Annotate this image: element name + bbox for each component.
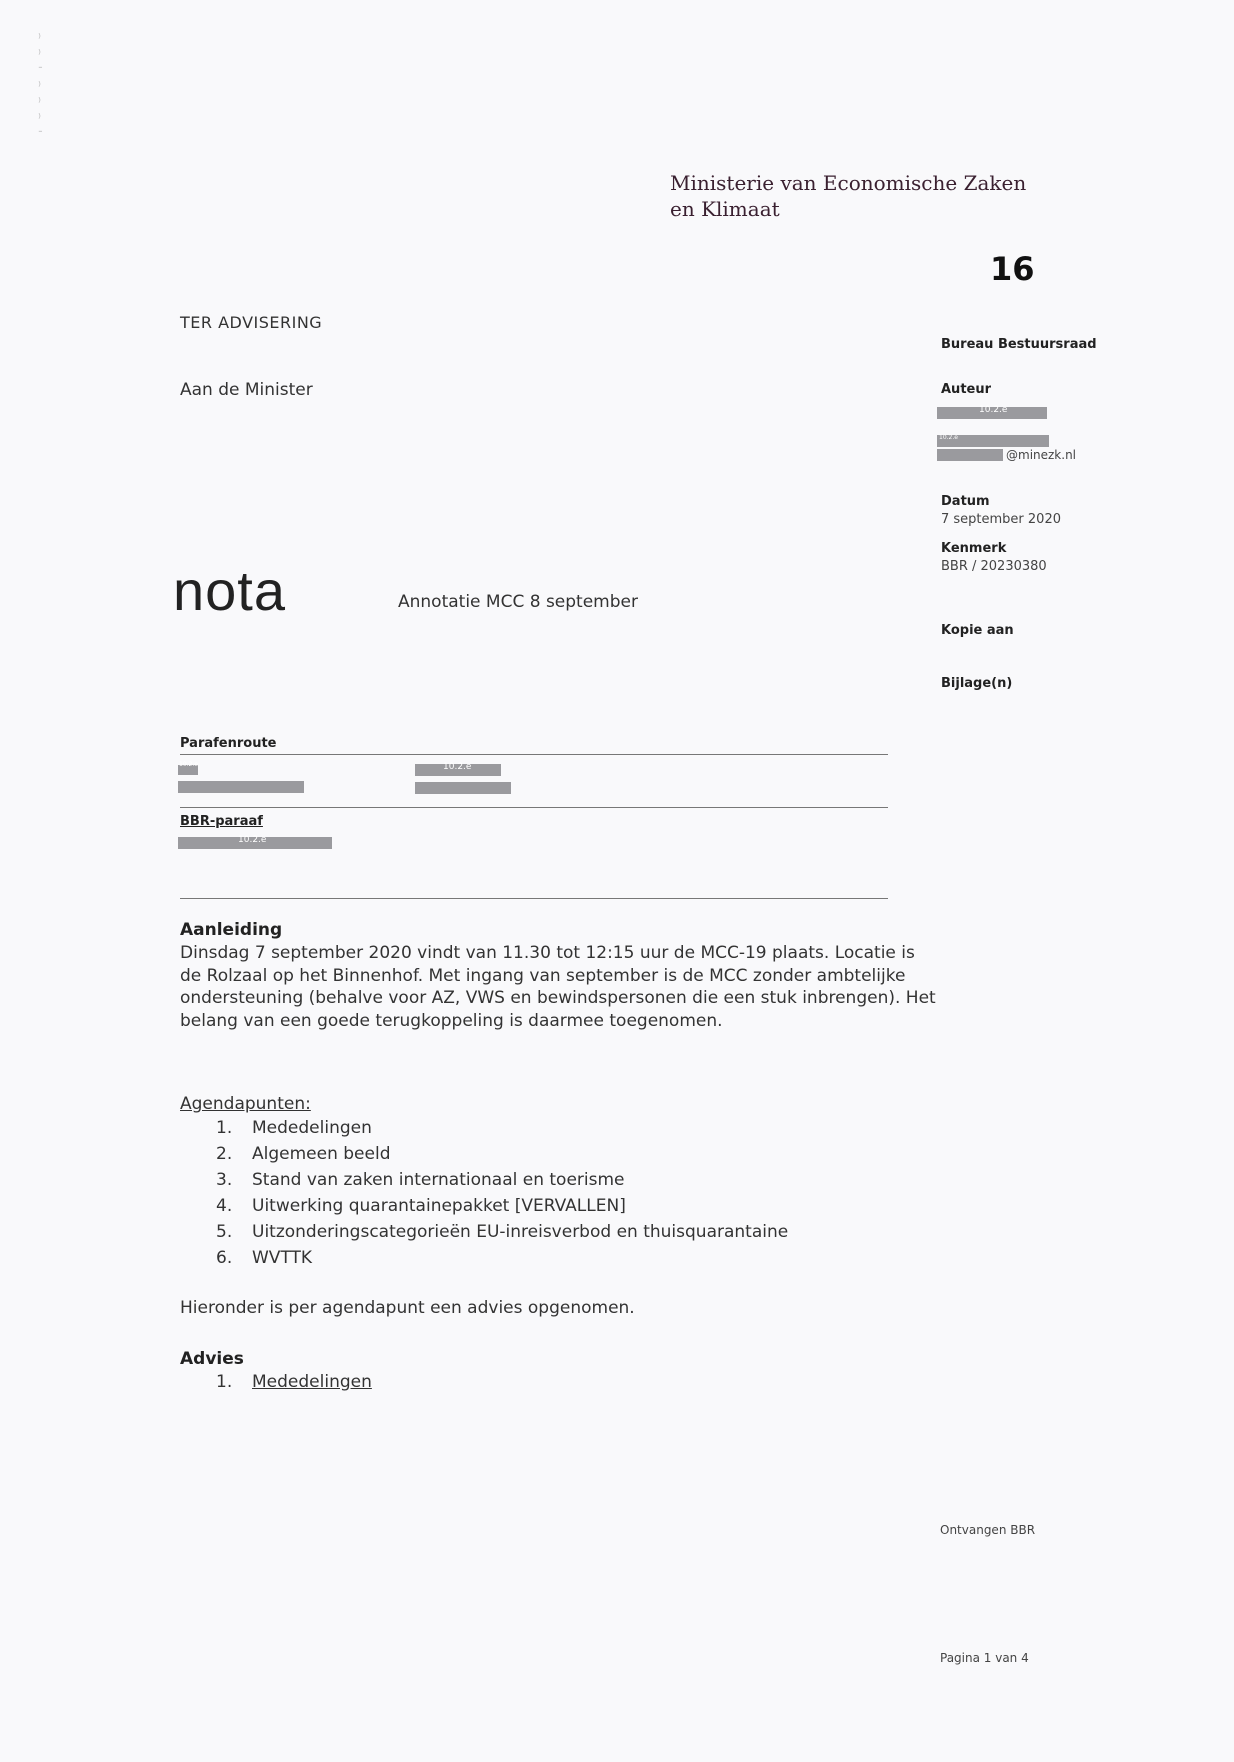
body-paragraph: Dinsdag 7 september 2020 vindt van 11.30 tot 12:15 uur de MCC-19 plaats. Locatie is de Rolzaal op het Binnenhof. Met ingang van september is de MCC zonder ambtelijke ondersteuning (behalve voor AZ, VWS en bewindspersonen die een stuk inbrengen). Het belang van een goede terugkoppeling is daarmee toegenomen.	[180, 943, 936, 1031]
author-redaction	[937, 404, 1047, 416]
date-value: 7 september 2020	[941, 512, 1061, 527]
document-type-title: nota	[173, 559, 286, 622]
list-item-number: 2.	[216, 1144, 233, 1164]
list-item	[216, 1193, 788, 1219]
agenda-list	[216, 1115, 788, 1271]
route-redaction-1	[178, 778, 304, 797]
email-redaction	[937, 449, 1003, 461]
bbr-redaction	[178, 834, 332, 846]
bbr-redaction-code: 10.2.e	[238, 835, 267, 845]
list-item	[216, 1245, 788, 1271]
document-status: TER ADVISERING	[180, 313, 323, 332]
document-subject: Annotatie MCC 8 september	[398, 592, 638, 612]
attachments-label: Bijlage(n)	[941, 676, 1013, 691]
agenda-title: Agendapunten:	[180, 1094, 311, 1114]
author-redaction-code: 10.2.e	[979, 405, 1008, 415]
list-item	[216, 1167, 788, 1193]
advice-heading: Advies	[180, 1349, 244, 1369]
department-label: Bureau Bestuursraad	[941, 337, 1097, 352]
copy-label: Kopie aan	[941, 623, 1014, 638]
advice-item-label: Mededelingen	[252, 1372, 372, 1392]
email-line	[937, 448, 1076, 462]
email-domain: @minezk.nl	[1006, 448, 1077, 462]
author-label: Auteur	[941, 382, 992, 397]
received-stamp: Ontvangen BBR	[940, 1523, 1036, 1537]
list-item-number: 6.	[216, 1248, 233, 1268]
reference-label: Kenmerk	[941, 541, 1007, 556]
list-item-number: 5.	[216, 1222, 233, 1242]
bbr-paraph-label: BBR-paraaf	[180, 814, 263, 829]
list-item-label: Uitwerking quarantainepakket [VERVALLEN]	[252, 1196, 626, 1216]
list-item	[216, 1141, 788, 1167]
list-item-number: 3.	[216, 1170, 233, 1190]
phone-redaction	[937, 432, 1049, 444]
list-item-label: Algemeen beeld	[252, 1144, 391, 1164]
addressee: Aan de Minister	[180, 380, 313, 400]
list-item-label: WVTTK	[252, 1248, 313, 1268]
route-redaction-1-code: 10.2.e	[179, 761, 198, 768]
paraph-route-label: Parafenroute	[180, 736, 277, 751]
ministry-name	[670, 170, 1026, 222]
date-label: Datum	[941, 494, 990, 509]
route-redaction-2-code: 10.2.e	[443, 762, 472, 772]
route-redaction-2	[415, 779, 511, 798]
margin-marks: ⁾ ⁾ ᐨ ⁾ ⁾ ⁾ ᐨ	[38, 31, 43, 141]
body-divider	[180, 898, 888, 899]
list-item	[216, 1219, 788, 1245]
route-redaction-1-tag	[178, 760, 198, 770]
ministry-name-line2: en Klimaat	[670, 197, 780, 221]
reference-value: BBR / 20230380	[941, 559, 1047, 574]
advice-item	[216, 1372, 372, 1392]
advice-intro: Hieronder is per agendapunt een advies opgenomen.	[180, 1298, 635, 1318]
phone-redaction-code: 10.2.e	[939, 434, 958, 441]
list-item-number: 1.	[216, 1118, 233, 1138]
list-item-label: Stand van zaken internationaal en toerisme	[252, 1170, 625, 1190]
list-item	[216, 1115, 788, 1141]
body-heading: Aanleiding	[180, 920, 283, 940]
page-number: Pagina 1 van 4	[940, 1651, 1029, 1665]
document-number: 16	[990, 250, 1035, 288]
bbr-divider	[180, 807, 888, 808]
paraph-route-divider	[180, 754, 888, 755]
ministry-name-line1: Ministerie van Economische Zaken	[670, 171, 1027, 195]
advice-item-number: 1.	[216, 1372, 233, 1392]
route-redaction-2-tag	[415, 761, 501, 773]
list-item-label: Mededelingen	[252, 1118, 372, 1138]
list-item-label: Uitzonderingscategorieën EU-inreisverbod en thuisquarantaine	[252, 1222, 789, 1242]
list-item-number: 4.	[216, 1196, 233, 1216]
